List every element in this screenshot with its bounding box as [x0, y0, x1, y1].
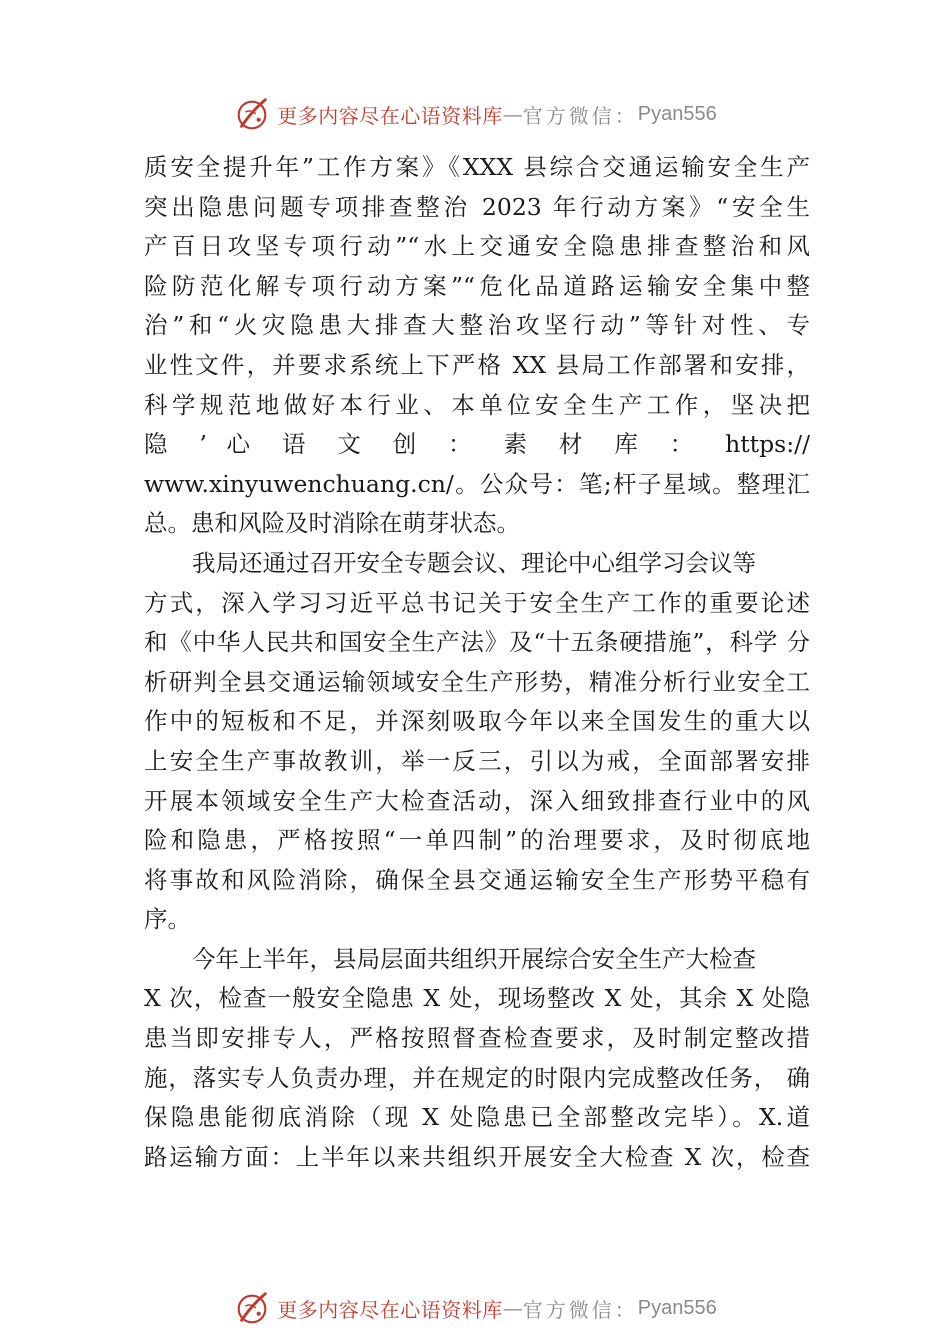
- text-line: 治”和“火灾隐患大排查大整治攻坚行动”等针对性、专: [144, 311, 810, 340]
- text-line: 路运输方面：上半年以来共组织开展安全大检查 X 次，检查: [144, 1142, 810, 1171]
- text-line: 科学规范地做好本行业、本单位安全生产工作，坚决把: [144, 390, 810, 419]
- header-banner: [0, 94, 950, 134]
- text-line: 险防范化解专项行动方案”“危化品道路运输安全集中整: [144, 271, 810, 300]
- header-site-text: 更多内容尽在心语资料库: [277, 103, 503, 128]
- text-line: 产百日攻坚专项行动”“水上交通安全隐患排查整治和风: [144, 232, 810, 261]
- text-line: 今年上半年，县局层面共组织开展综合安全生产大检查: [192, 944, 756, 973]
- text-line: 总。患和风险及时消除在萌芽状态。: [144, 509, 520, 538]
- document-body: [144, 148, 810, 1177]
- text-line: 质安全提升年”工作方案》《XXX 县综合交通运输安全生产: [144, 153, 810, 181]
- text-line: 开展本领域安全生产大检查活动，深入细致排查行业中的风: [144, 786, 810, 815]
- text-line: 上安全生产事故教训，举一反三，引以为戒，全面部署安排: [144, 746, 810, 775]
- text-line: X 次，检查一般安全隐患 X 处，现场整改 X 处，其余 X 处隐: [144, 984, 810, 1013]
- text-line: 作中的短板和不足，并深刻吸取今年以来全国发生的重大以: [144, 707, 810, 736]
- header-wechat-label: 官方微信：: [522, 103, 638, 128]
- footer-wechat-label: 官方微信：: [522, 1297, 638, 1322]
- text-line: 突出隐患问题专项排查整治 2023 年行动方案》“安全生: [144, 192, 810, 221]
- text-line: 隐 ’ 心 语 文 创 ： 素 材 库 ： https://: [144, 430, 810, 459]
- text-line: 和《中华人民共和国安全生产法》及“十五条硬措施”，科学 分: [144, 628, 810, 657]
- text-line: 将事故和风险消除，确保全县交通运输安全生产形势平稳有: [144, 865, 810, 894]
- text-line: 序。: [144, 905, 191, 934]
- text-line: 施，落实专人负责办理，并在规定的时限内完成整改任务， 确: [144, 1063, 810, 1092]
- footer-wechat-id: Pyan556: [637, 1296, 717, 1319]
- text-line: 险和隐患，严格按照“一单四制”的治理要求，及时彻底地: [144, 826, 810, 855]
- footer-banner: [0, 1288, 950, 1328]
- text-line: www.xinyuwenchuang.cn/。公众号：笔;杆子星域。整理汇: [144, 469, 810, 498]
- text-line: 我局还通过召开安全专题会议、理论中心组学习会议等: [192, 548, 756, 577]
- footer-separator: —: [502, 1296, 523, 1320]
- text-line: 保隐患能彻底消除（现 X 处隐患已全部整改完毕）。X.道: [144, 1103, 810, 1132]
- text-line: 方式，深入学习习近平总书记关于安全生产工作的重要论述: [144, 588, 810, 617]
- text-line: 患当即安排专人，严格按照督查检查要求，及时制定整改措: [144, 1024, 810, 1053]
- brush-logo-icon: [233, 95, 271, 133]
- text-line: 业性文件，并要求系统上下严格 XX 县局工作部署和安排，: [144, 350, 810, 379]
- header-separator: —: [502, 102, 523, 126]
- brush-logo-icon: [233, 1289, 271, 1327]
- footer-site-text: 更多内容尽在心语资料库: [277, 1297, 503, 1322]
- text-line: 析研判全县交通运输领域安全生产形势，精准分析行业安全工: [144, 667, 810, 696]
- header-wechat-id: Pyan556: [637, 102, 717, 125]
